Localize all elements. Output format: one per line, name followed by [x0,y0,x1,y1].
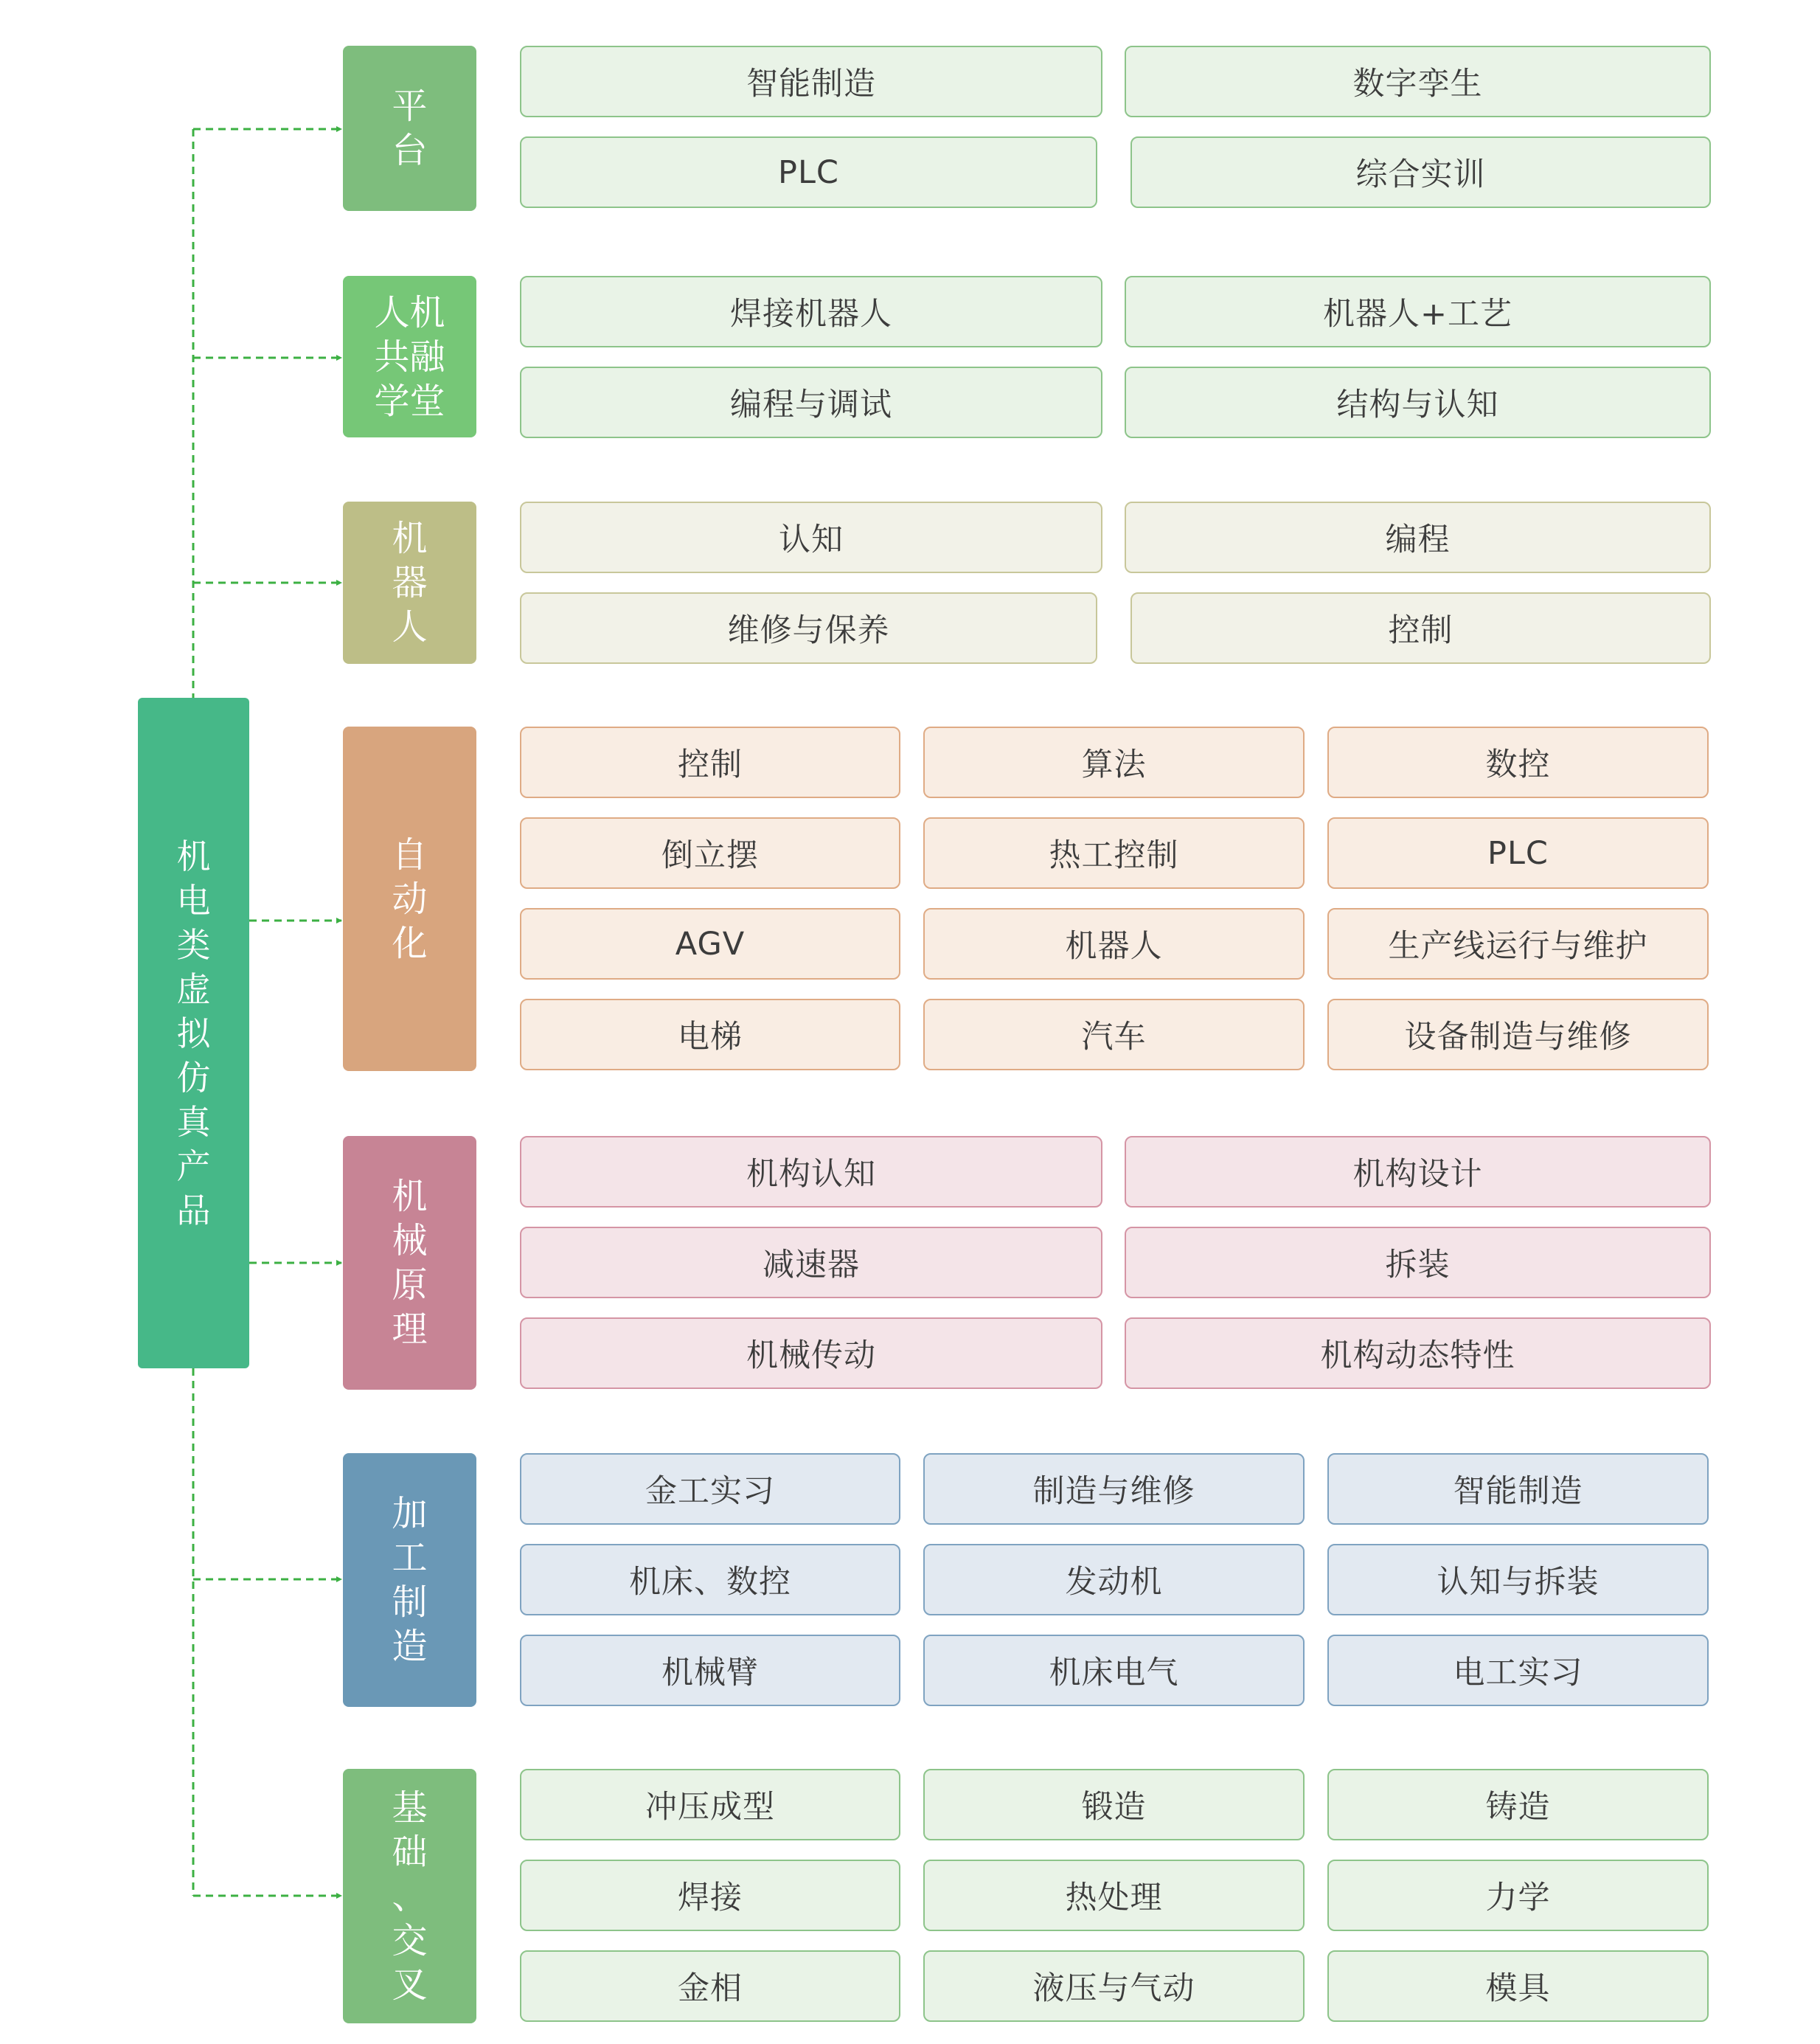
item-box: 锻造 [923,1769,1305,1840]
category-label: 动 [392,878,428,920]
item-box: 机构设计 [1125,1136,1711,1208]
category-human-robot [343,276,476,437]
item-box: 冲压成型 [520,1769,900,1840]
item-box: 焊接 [520,1860,900,1931]
item-box: 维修与保养 [520,592,1097,664]
root-title-char: 机 [176,836,211,876]
item-box: 控制 [1130,592,1711,664]
item-box: 电梯 [520,999,900,1070]
item-box: 机构认知 [520,1136,1102,1208]
category-label: 自 [392,834,428,876]
category-label: 机 [392,1176,428,1217]
category-label: 基 [392,1787,428,1829]
item-box: 控制 [520,727,900,798]
root-title-char: 拟 [176,1013,211,1053]
category-label: 学堂 [374,380,445,422]
root-node [138,698,249,1368]
item-box: 算法 [923,727,1305,798]
item-box: 编程与调试 [520,367,1102,438]
item-box: 热工控制 [923,817,1305,889]
category-platform [343,46,476,211]
category-robot [343,502,476,664]
category-label: 加 [392,1493,428,1534]
item-box: 结构与认知 [1125,367,1711,438]
category-label: 工 [392,1537,428,1579]
root-title-char: 品 [176,1190,211,1230]
category-label: 、 [392,1875,428,1917]
category-label: 人 [392,606,428,648]
category-automation [343,727,476,1071]
item-box: 金工实习 [520,1453,900,1525]
item-box: 机械臂 [520,1635,900,1706]
item-box: 力学 [1327,1860,1709,1931]
category-label: 平 [392,86,428,127]
item-box: 机器人+工艺 [1125,276,1711,347]
category-label: 机 [392,518,428,559]
category-label: 交 [392,1919,428,1961]
item-box: 铸造 [1327,1769,1709,1840]
category-label: 理 [392,1309,428,1350]
item-box: 机床电气 [923,1635,1305,1706]
item-box: 认知 [520,502,1102,573]
item-box: 数字孪生 [1125,46,1711,117]
item-box: 减速器 [520,1227,1102,1298]
category-basics [343,1769,476,2023]
item-box: PLC [520,136,1097,208]
category-label: 械 [392,1220,428,1261]
item-box: 认知与拆装 [1327,1544,1709,1615]
item-box: 发动机 [923,1544,1305,1615]
item-box: AGV [520,908,900,980]
category-label: 化 [392,922,428,964]
item-box: 机构动态特性 [1125,1317,1711,1389]
category-label: 造 [392,1626,428,1667]
item-box: 倒立摆 [520,817,900,889]
item-box: 金相 [520,1950,900,2022]
item-box: 机器人 [923,908,1305,980]
category-label: 器 [392,562,428,603]
item-box: 机床、数控 [520,1544,900,1615]
root-title-char: 类 [176,924,211,965]
item-box: 综合实训 [1130,136,1711,208]
category-label: 础 [392,1831,428,1873]
category-label: 台 [392,130,428,171]
category-label: 叉 [392,1964,428,2006]
item-box: 焊接机器人 [520,276,1102,347]
root-title-char: 虚 [176,969,211,1009]
item-box: 拆装 [1125,1227,1711,1298]
item-box: 编程 [1125,502,1711,573]
category-label: 共融 [374,336,445,378]
item-box: 制造与维修 [923,1453,1305,1525]
item-box: 生产线运行与维护 [1327,908,1709,980]
category-label: 原 [392,1264,428,1306]
item-box: 智能制造 [520,46,1102,117]
item-box: 模具 [1327,1950,1709,2022]
category-mechanics [343,1136,476,1390]
root-title-char: 仿 [176,1057,211,1098]
item-box: 热处理 [923,1860,1305,1931]
item-box: 机械传动 [520,1317,1102,1389]
item-box: 数控 [1327,727,1709,798]
root-title-char: 电 [176,880,211,921]
item-box: 设备制造与维修 [1327,999,1709,1070]
item-box: 液压与气动 [923,1950,1305,2022]
category-label: 制 [392,1581,428,1623]
item-box: 智能制造 [1327,1453,1709,1525]
category-machining [343,1453,476,1707]
root-title-char: 真 [176,1101,211,1142]
item-box: 汽车 [923,999,1305,1070]
root-title-char: 产 [176,1146,211,1186]
item-box: 电工实习 [1327,1635,1709,1706]
category-label: 人机 [374,291,445,333]
item-box: PLC [1327,817,1709,889]
